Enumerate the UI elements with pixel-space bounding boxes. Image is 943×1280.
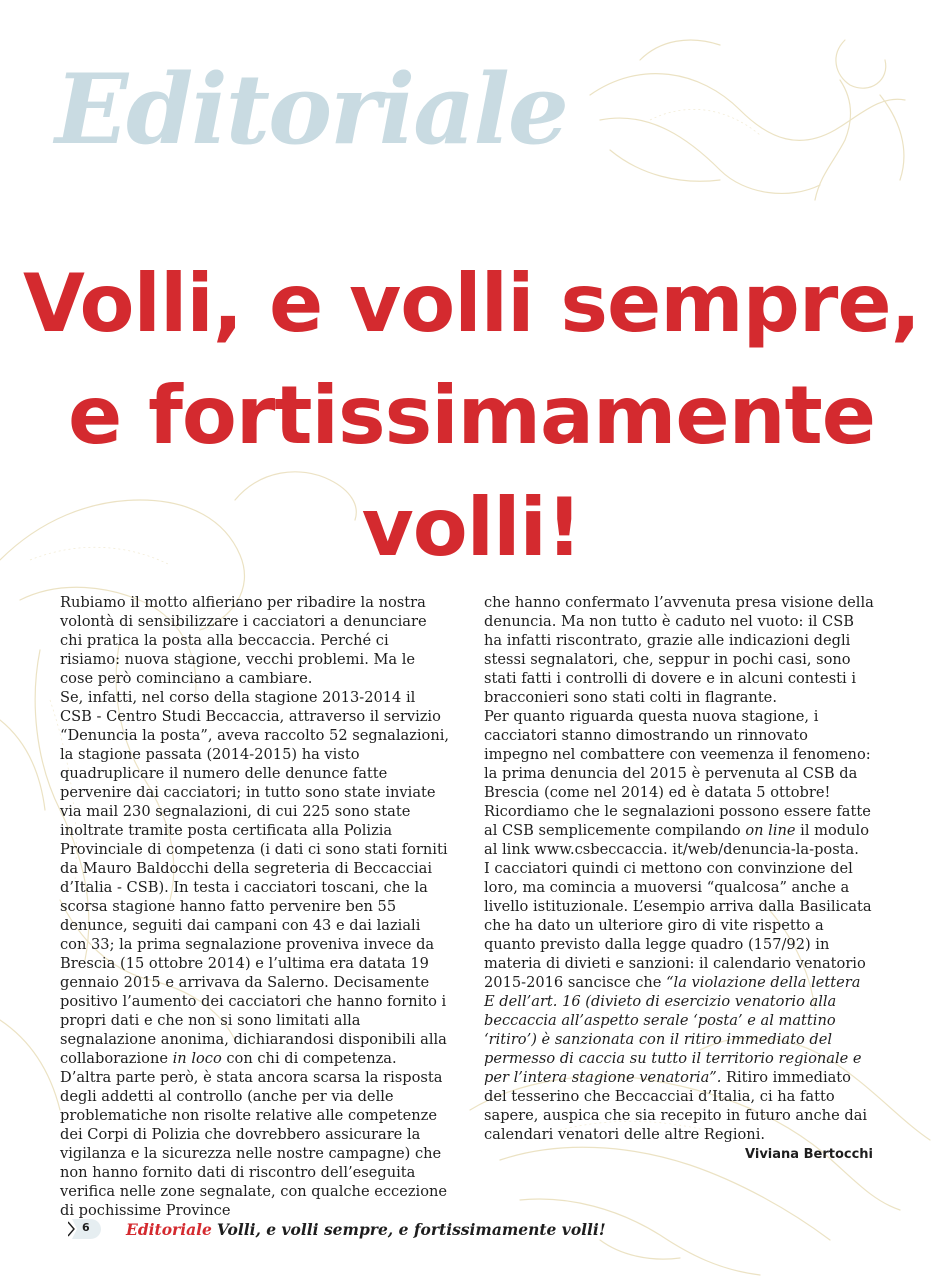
headline-line-3: volli! — [361, 481, 582, 574]
footer-running-title — [126, 1220, 606, 1239]
paragraph — [484, 859, 875, 1144]
text-run: I cacciatori quindi ci mettono con convinzione del loro, ma comincia a muoversi “qualcosa” anche a livello istituzionale. L’esempio arriva dalla Basilicata che ha dato un ulteriore giro di vite rispetto a quanto previsto dalla legge quadro (157/92) in materia di divieti e sanzioni: il calendario venatorio 2015-2016 sancisce che — [484, 860, 872, 991]
paragraph: che hanno confermato l’avvenuta presa visione della denuncia. Ma non tutto è caduto nel vuoto: il CSB ha infatti riscontrato, grazie alle indicazioni degli stessi segnalatori, che, seppur in pochi casi, sono stati fatti i controlli di dovere e in alcuni contesti i bracconieri sono stati colti in flagrante. — [484, 594, 874, 706]
italic-quote: “la violazione della lettera E dell’art. 16 (divieto di esercizio venatorio alla beccaccia all’aspetto serale ‘posta’ e al mattino ‘ritiro’) è sanzionata con il ritiro immediato del permesso di caccia su tutto il territorio regionale e per l’intera stagione venatoria”. — [484, 974, 862, 1086]
italic-term: in loco — [172, 1050, 222, 1067]
footer-title: Volli, e volli sempre, e fortissimamente volli! — [216, 1219, 606, 1239]
text-run: con chi di competenza. D’altra parte però, è stata ancora scarsa la risposta degli addetti al controllo (anche per via delle problematiche non risolte relative alle competenze dei Corpi di Polizia che dovrebbero assicurare la vigilanza e la sicurezza nelle nostre campagne) che non hanno fornito dati di riscontro dell’eseguita verifica nelle zone segnalate, con qualche eccezione di pochissime Province — [60, 1050, 448, 1219]
article-body — [60, 593, 875, 1219]
text-run: Ritiro immediato del tesserino che Beccacciai d’Italia, ci ha fatto sapere, auspica che sia recepito in futuro anche dai calendari venatori delle altre Regioni. — [484, 1069, 868, 1143]
paragraph — [60, 688, 451, 1220]
footer-section: Editoriale — [126, 1219, 212, 1239]
page-footer — [68, 1214, 606, 1244]
article-headline — [20, 248, 923, 584]
headline-line-2: e fortissimamente — [67, 369, 876, 462]
paragraph: Rubiamo il motto alfieriano per ribadire la nostra volontà di sensibilizzare i cacciatori a denunciare chi pratica la posta alla beccaccia. Perché ci risiamo: nuova stagione, vecchi problemi. Ma le cose però cominciano a cambiare. — [60, 594, 427, 687]
text-run: Se, infatti, nel corso della stagione 2013-2014 il CSB - Centro Studi Beccaccia, attraverso il servizio “Denuncia la posta”, aveva raccolto 52 segnalazioni, la stagione passata (2014-2015) ha visto quadruplicare il numero delle denunce fatte pervenire dai cacciatori; in tutto sono state inviate via mail 230 segnalazioni, di cui 225 sono state inoltrate tramite posta certificata alla Polizia Provinciale di competenza (i dati ci sono stati forniti da Mauro Baldocchi della segreteria di Beccacciai d’Italia - CSB). In testa i cacciatori toscani, che la scorsa stagione hanno fatto pervenire ben 55 denunce, seguiti dai campani con 43 e dai laziali con 33; la prima segnalazione proveniva invece da Brescia (15 ottobre 2014) e l’ultima era datata 19 gennaio 2015 e arrivava da Salerno. Decisamente positivo l’aumento dei cacciatori che hanno fornito i propri dati e che non si sono limitati alla segnalazione anonima, dichiarandosi disponibili alla collaborazione — [60, 689, 450, 1067]
italic-term: on line — [745, 822, 796, 839]
page-number-badge — [68, 1217, 104, 1241]
headline-line-1: Volli, e volli sempre, — [23, 257, 920, 350]
text-run: Per quanto riguarda questa nuova stagione, i cacciatori stanno dimostrando un rinnovato impegno nel combattere con veemenza il fenomeno: la prima denuncia del 2015 è pervenuta al CSB da Brescia (come nel 2014) ed è datata 5 ottobre! Ricordiamo che le segnalazioni possono essere fatte al CSB semplicemente compilando — [484, 708, 871, 839]
text-run: il modulo al link www.csbeccaccia. it/web/denuncia-la-posta. — [484, 822, 869, 858]
article-column-1 — [60, 593, 451, 1219]
article-column-2 — [484, 593, 875, 1169]
section-kicker: Editoriale — [55, 53, 567, 166]
page-number: 6 — [82, 1221, 90, 1234]
paragraph — [484, 707, 875, 859]
author-byline: Viviana Bertocchi — [745, 1147, 873, 1162]
